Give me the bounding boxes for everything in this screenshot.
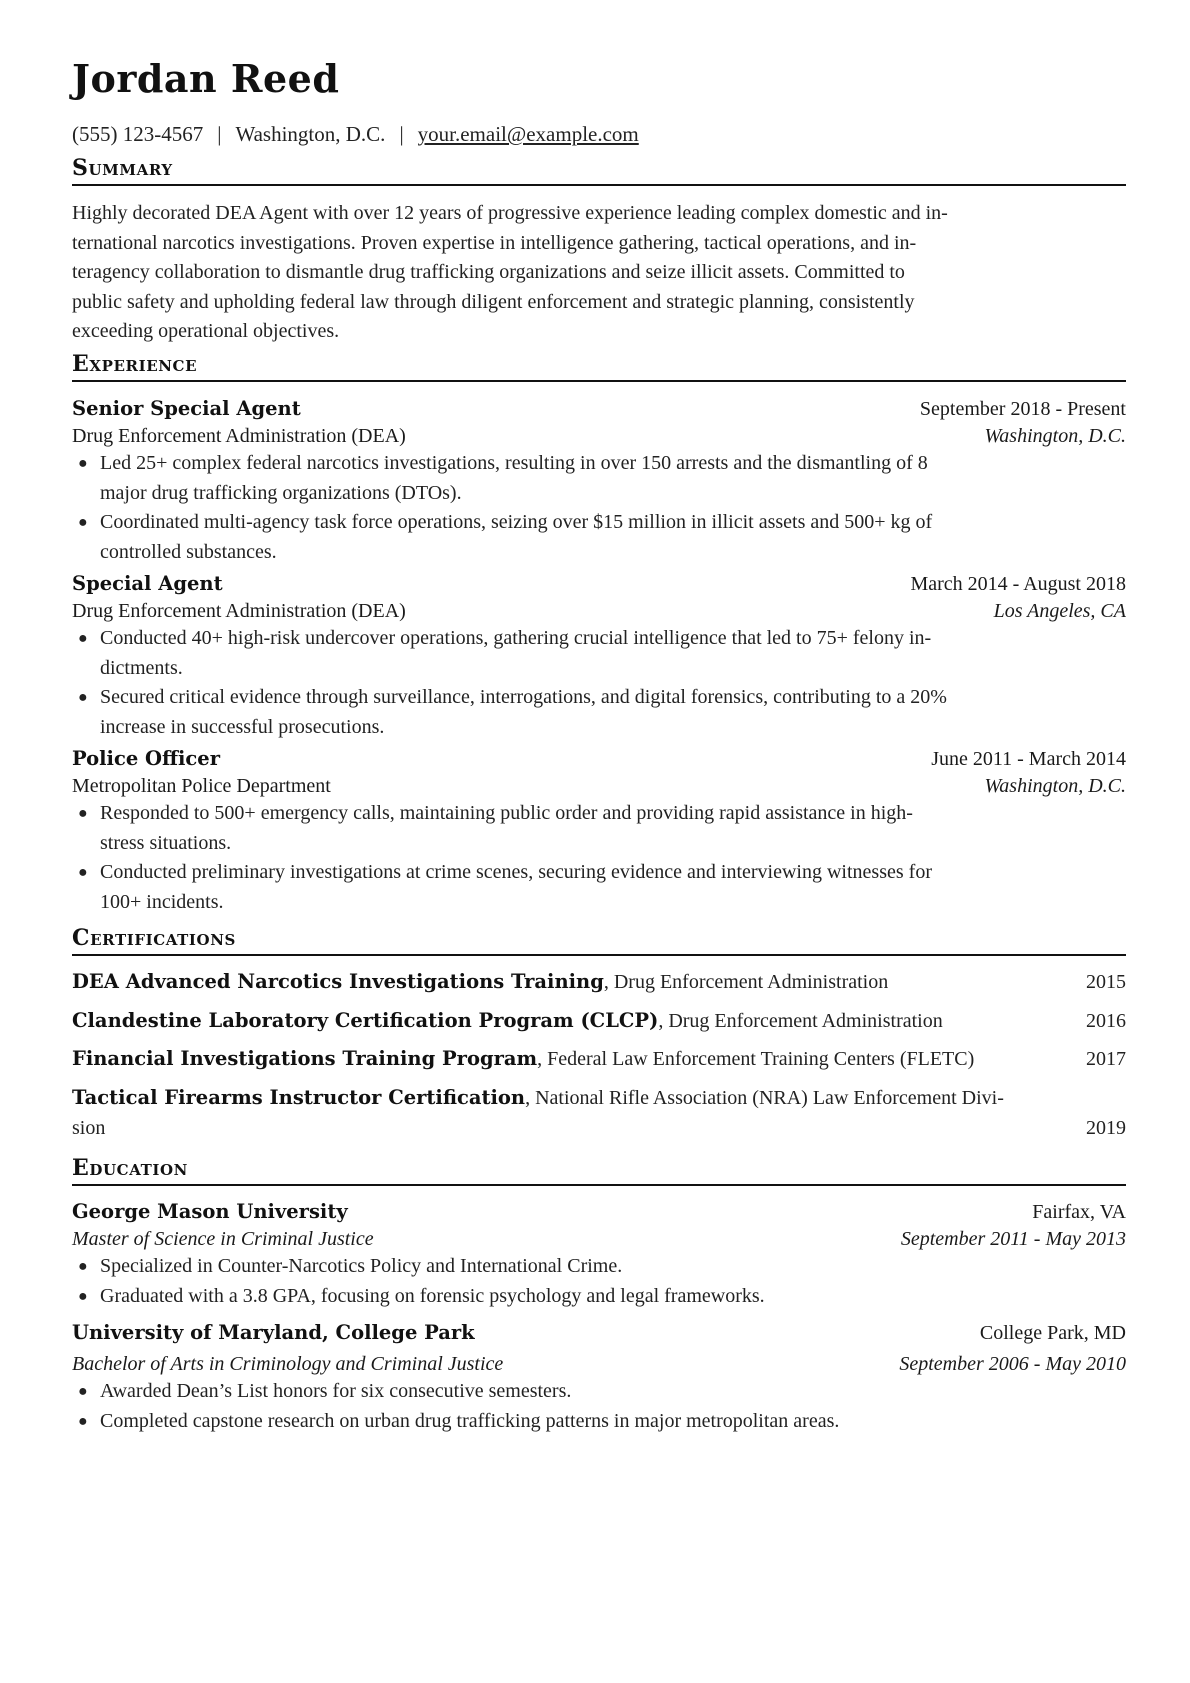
school-location: Fairfax, VA	[1032, 1201, 1126, 1223]
summary-line: ternational narcotics investigations. Proven expertise in intelligence gathering, tactical operations, and in-	[72, 231, 917, 254]
job-header	[72, 744, 1126, 774]
certification-year: 2015	[1086, 971, 1126, 993]
degree: Bachelor of Arts in Criminology and Criminal Justice	[72, 1353, 504, 1375]
list-item	[72, 1282, 1126, 1312]
bullet-icon: ●	[78, 514, 88, 532]
job-org-row	[72, 771, 1126, 801]
bullet-line: increase in successful prosecutions.	[100, 715, 385, 738]
bullet-line: Responded to 500+ emergency calls, maintaining public order and providing rapid assistance in high-	[100, 802, 913, 824]
school-bullets	[72, 1377, 1126, 1436]
list-item	[72, 1252, 1126, 1282]
certification-name: Tactical Firearms Instructor Certification	[72, 1086, 526, 1109]
list-item	[72, 449, 1126, 508]
school-bullets	[72, 1252, 1126, 1311]
bullet-line: Led 25+ complex federal narcotics investigations, resulting in over 150 arrests and the dismantling of 8	[100, 452, 928, 474]
job-organization: Drug Enforcement Administration (DEA)	[72, 600, 406, 622]
list-item	[72, 683, 1126, 742]
job-org-row	[72, 596, 1126, 626]
degree-dates: September 2006 - May 2010	[899, 1353, 1126, 1375]
bullet-icon: ●	[78, 864, 88, 882]
list-item	[72, 799, 1126, 858]
section-title-certifications: Certifications	[72, 926, 1126, 956]
job-organization: Drug Enforcement Administration (DEA)	[72, 425, 406, 447]
bullet-line: Conducted preliminary investigations at crime scenes, securing evidence and interviewing witnesses for	[100, 861, 932, 884]
job-header	[72, 394, 1126, 424]
bullet-line: Coordinated multi-agency task force operations, seizing over $15 million in illicit assets and 500+ kg of	[100, 511, 933, 534]
job-org-row	[72, 421, 1126, 451]
bullet-line: 100+ incidents.	[100, 890, 224, 913]
bullet-line: Conducted 40+ high-risk undercover operations, gathering crucial intelligence that led to 75+ felony in-	[100, 627, 932, 649]
job-location: Los Angeles, CA	[993, 600, 1126, 622]
bullet-icon: ●	[78, 1412, 88, 1430]
job-header	[72, 569, 1126, 599]
summary-line: Highly decorated DEA Agent with over 12 years of progressive experience leading complex domestic and in-	[72, 202, 948, 224]
certification-year: 2019	[1086, 1117, 1126, 1139]
bullet-icon: ●	[78, 630, 88, 647]
bullet-icon: ●	[78, 689, 88, 707]
candidate-name: Jordan Reed	[72, 56, 340, 101]
bullet-line: dictments.	[100, 656, 183, 679]
job-title: Senior Special Agent	[72, 397, 301, 420]
bullet-line: stress situations.	[100, 831, 232, 854]
job-location: Washington, D.C.	[984, 775, 1126, 797]
certification-name: Financial Investigations Training Program	[72, 1047, 538, 1070]
list-item	[72, 1377, 1126, 1407]
school-header	[72, 1197, 1126, 1227]
email-link[interactable]: your.email@example.com	[417, 122, 639, 146]
job-title: Special Agent	[72, 572, 223, 595]
bullet-text: Graduated with a 3.8 GPA, focusing on forensic psychology and legal frameworks.	[100, 1284, 765, 1307]
school-location: College Park, MD	[979, 1322, 1126, 1344]
separator: |	[217, 122, 222, 146]
contact-line	[72, 122, 639, 147]
degree-row	[72, 1224, 1126, 1254]
location: Washington, D.C.	[235, 122, 386, 146]
certification-item	[72, 1044, 1126, 1074]
degree: Master of Science in Criminal Justice	[72, 1228, 374, 1250]
list-item	[72, 1407, 1126, 1437]
list-item	[72, 508, 1126, 567]
certification-item	[72, 1083, 1126, 1143]
certification-item	[72, 1006, 1126, 1036]
section-title-education: Education	[72, 1156, 1126, 1186]
certification-name: DEA Advanced Narcotics Investigations Training	[72, 970, 604, 993]
certification-year: 2016	[1086, 1010, 1126, 1032]
summary-line: exceeding operational objectives.	[72, 320, 340, 343]
bullet-line: major drug trafficking organizations (DTOs).	[100, 481, 462, 504]
job-bullets	[72, 624, 1126, 742]
summary-line: teragency collaboration to dismantle drug trafficking organizations and seize illicit assets. Committed to	[72, 261, 905, 284]
certification-item	[72, 967, 1126, 997]
job-title: Police Officer	[72, 747, 220, 770]
job-bullets	[72, 449, 1126, 567]
bullet-text: Awarded Dean’s List honors for six consecutive semesters.	[100, 1380, 572, 1402]
summary-line: public safety and upholding federal law through diligent enforcement and strategic planning, consistently	[72, 290, 915, 313]
list-item	[72, 624, 1126, 683]
school-name: George Mason University	[72, 1200, 348, 1223]
summary-text	[72, 199, 1126, 347]
bullet-text: Completed capstone research on urban drug trafficking patterns in major metropolitan areas.	[100, 1409, 840, 1432]
certification-issuer: , Drug Enforcement Administration	[658, 1010, 943, 1032]
separator: |	[399, 122, 404, 146]
bullet-line: Secured critical evidence through surveillance, interrogations, and digital forensics, contributing to a 20%	[100, 686, 947, 709]
job-organization: Metropolitan Police Department	[72, 775, 331, 797]
job-dates: June 2011 - March 2014	[931, 748, 1126, 770]
list-item	[72, 858, 1126, 917]
job-bullets	[72, 799, 1126, 917]
job-dates: March 2014 - August 2018	[910, 573, 1126, 595]
degree-dates: September 2011 - May 2013	[900, 1228, 1126, 1250]
job-location: Washington, D.C.	[984, 425, 1126, 447]
certification-year: 2017	[1086, 1048, 1126, 1070]
section-title-experience: Experience	[72, 352, 1126, 382]
bullet-icon: ●	[78, 1383, 88, 1400]
bullet-icon: ●	[78, 1287, 88, 1305]
certification-name: Clandestine Laboratory Certification Program (CLCP)	[72, 1009, 659, 1032]
phone-number: (555) 123-4567	[72, 122, 204, 146]
school-name: University of Maryland, College Park	[72, 1321, 475, 1344]
bullet-icon: ●	[78, 455, 88, 472]
certification-issuer-cont: sion	[72, 1117, 106, 1139]
bullet-text: Specialized in Counter-Narcotics Policy and International Crime.	[100, 1255, 623, 1277]
section-title-summary: Summary	[72, 156, 1126, 186]
bullet-icon: ●	[78, 1258, 88, 1275]
school-header	[72, 1318, 1126, 1348]
job-dates: September 2018 - Present	[919, 398, 1126, 420]
bullet-icon: ●	[78, 805, 88, 822]
degree-row	[72, 1349, 1126, 1379]
certification-issuer: , Drug Enforcement Administration	[603, 971, 889, 993]
certification-issuer: , National Rifle Association (NRA) Law Enforcement Divi-	[525, 1087, 1004, 1109]
bullet-line: controlled substances.	[100, 540, 277, 563]
certification-issuer: , Federal Law Enforcement Training Centers (FLETC)	[537, 1048, 975, 1070]
